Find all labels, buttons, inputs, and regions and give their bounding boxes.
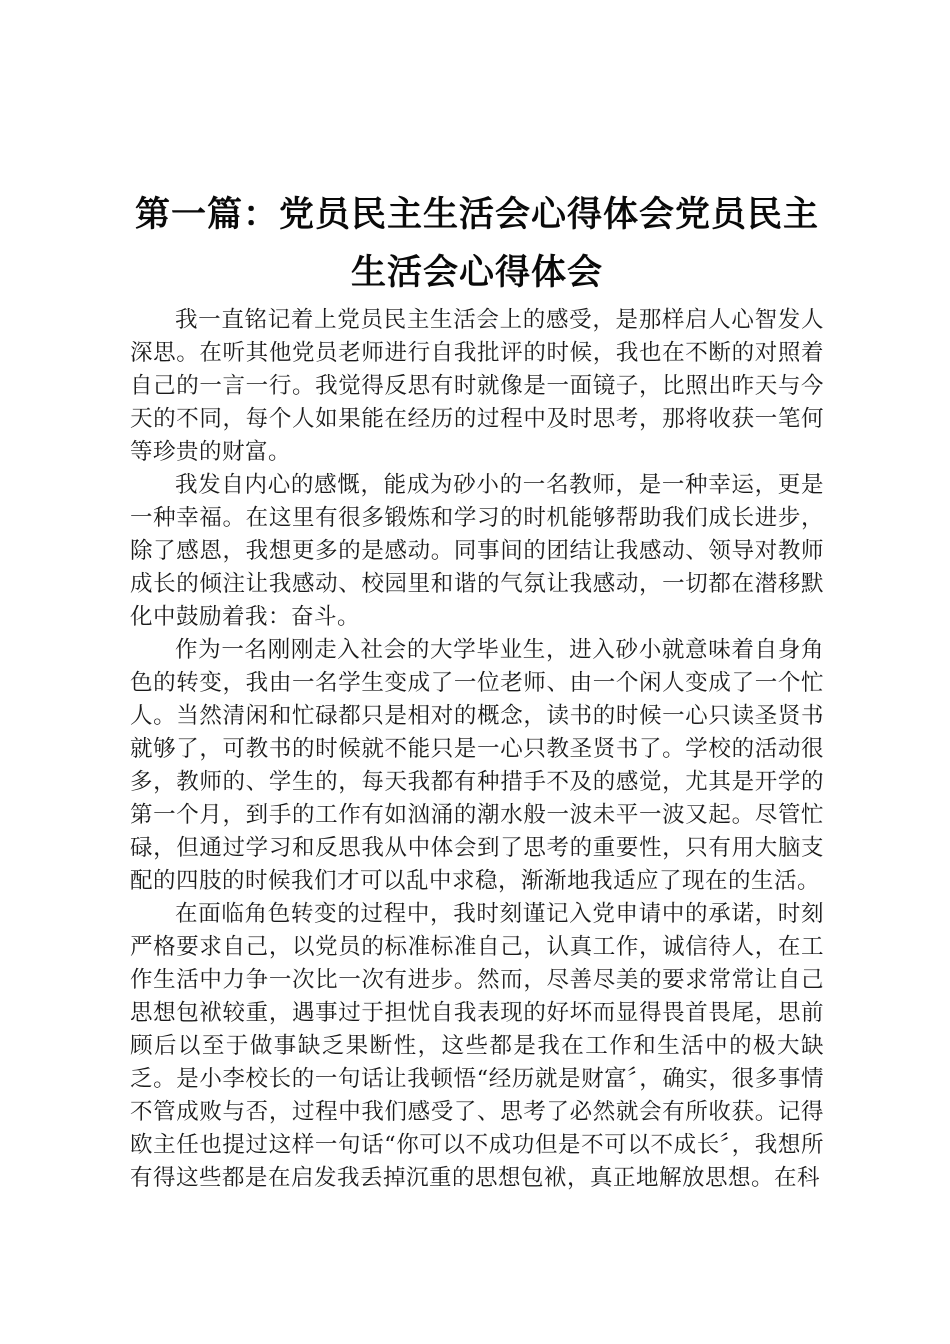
paragraph-2: 我发自内心的感慨，能成为砂小的一名教师，是一种幸运，更是一种幸福。在这里有很多锻炼和学习的时机能够帮助我们成长进步，除了感恩，我想更多的是感动。同事间的团结让我感动、领导对教师成长的倾注让我感动、校园里和谐的气氛让我感动，一切都在潜移默化中鼓励着我：奋斗。: [130, 472, 824, 630]
paragraph-4: 在面临角色转变的过程中，我时刻谨记入党申请中的承诺，时刻严格要求自己，以党员的标准标准自己，认真工作，诚信待人，在工作生活中力争一次比一次有进步。然而，尽善尽美的要求常常让自己思想包袱较重，遇事过于担忧自我表现的好坏而显得畏首畏尾，思前顾后以至于做事缺乏果断性，这些都是我在工作和生活中的极大缺乏。是小李校长的一句话让我顿悟“经历就是财富〞，确实，很多事情不管成败与否，过程中我们感受了、思考了必然就会有所收获。记得欧主任也提过这样一句话“你可以不成功但是不可以不成长〞，我想所有得这些都是在启发我丢掉沉重的思想包袱，真正地解放思想。在科: [130, 901, 824, 1191]
document-body: [130, 304, 824, 1195]
paragraph-3: 作为一名刚刚走入社会的大学毕业生，进入砂小就意味着自身角色的转变，我由一名学生变成了一位老师、由一个闲人变成了一个忙人。当然清闲和忙碌都只是相对的概念，读书的时候一心只读圣贤书就够了，可教书的时候就不能只是一心只教圣贤书了。学校的活动很多，教师的、学生的，每天我都有种措手不及的感觉，尤其是开学的第一个月，到手的工作有如汹涌的潮水般一波未平一波又起。尽管忙碌，但通过学习和反思我从中体会到了思考的重要性，只有用大脑支配的四肢的时候我们才可以乱中求稳，渐渐地我适应了现在的生活。: [130, 637, 824, 894]
document-title: 第一篇：党员民主生活会心得体会党员民主生活会心得体会: [134, 195, 819, 293]
document-page: [130, 186, 824, 1195]
paragraph-1: 我一直铭记着上党员民主生活会上的感受，是那样启人心智发人深思。在听其他党员老师进行自我批评的时候，我也在不断的对照着自己的一言一行。我觉得反思有时就像是一面镜子，比照出昨天与今天的不同，每个人如果能在经历的过程中及时思考，那将收获一笔何等珍贵的财富。: [130, 307, 824, 465]
